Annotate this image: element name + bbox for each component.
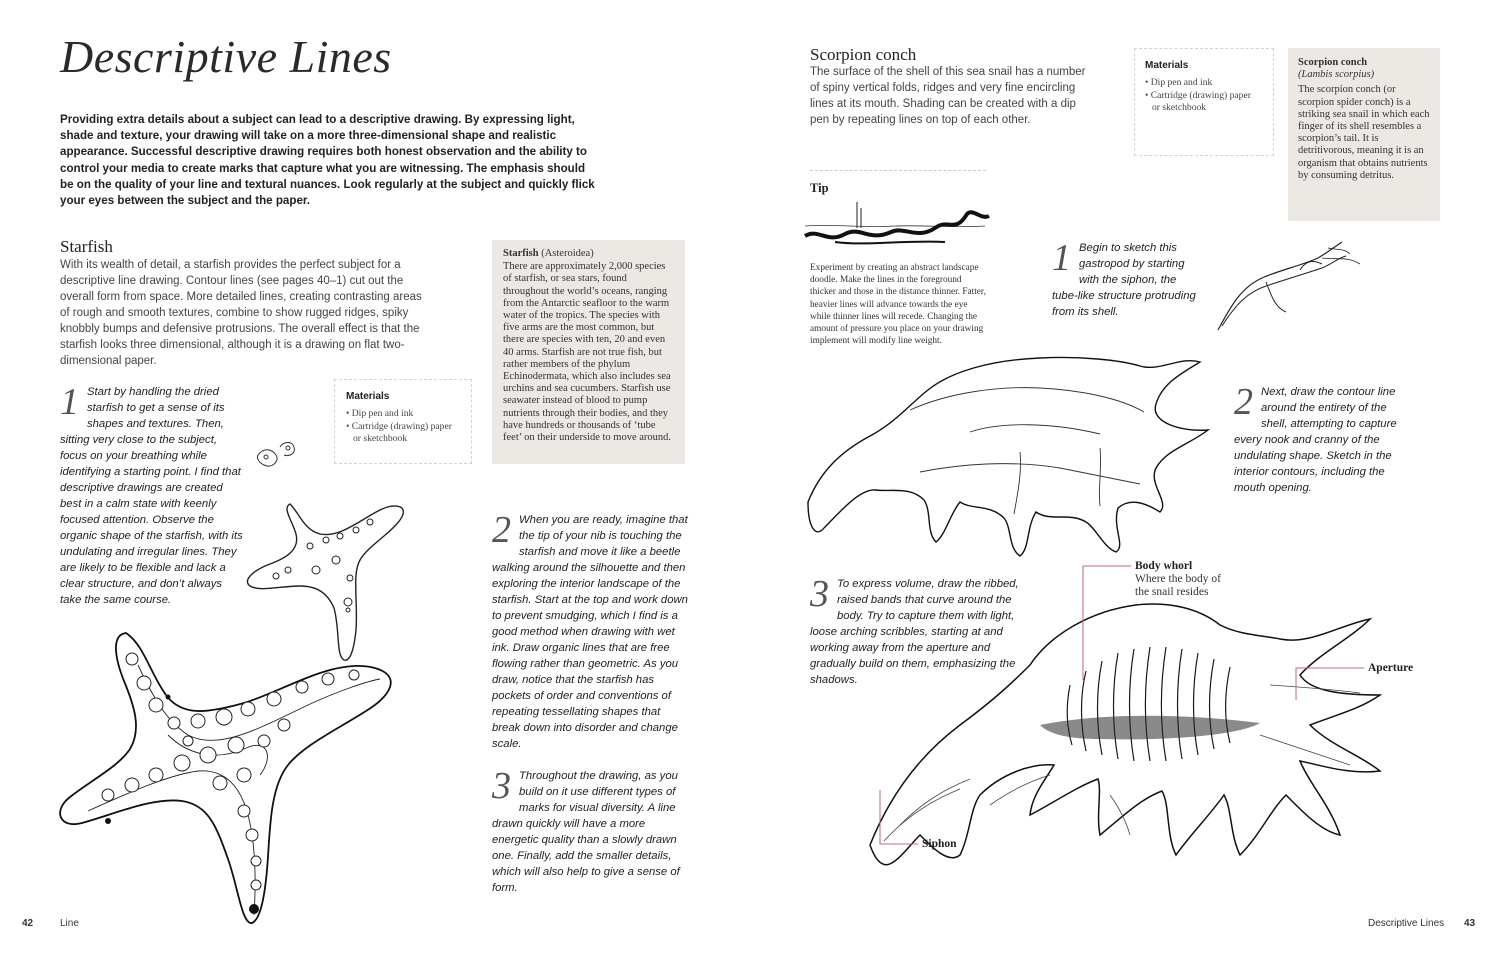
starfish-sidebar-latin: (Asteroidea) xyxy=(541,248,594,259)
materials-heading: Materials xyxy=(346,391,390,402)
tip-text: Experiment by creating an abstract landscape doodle. Make the lines in the foreground thicker and those in the distance thinner. Fatter, heavier lines will advance towards the eye while thinner lines will recede. Changing the amount of pressure you place on your drawing implement will modify line weight. xyxy=(810,263,986,347)
conch-sidebar-latin: (Lambis scorpius) xyxy=(1298,69,1375,81)
starfish-body: With its wealth of detail, a starfish provides the perfect subject for a descriptive line drawing. Contour lines (see pages 40–1) cut out the overall form from space. More detailed lines, creating contrasting areas of rough and smooth textures, combine to show rugged ridges, spiky knobbly bumps and defensive protrusions. The overall effect is that the starfish looks three dimensional, although it is a drawing on flat two-dimensional paper. xyxy=(60,259,422,367)
materials-item: • Cartridge (drawing) paper xyxy=(1145,89,1251,101)
running-footer-left: Line xyxy=(60,918,79,929)
materials-item: or sketchbook xyxy=(1152,102,1207,113)
label-aperture: Aperture xyxy=(1368,662,1414,674)
intro-paragraph: Providing extra details about a subject can lead to a descriptive drawing. By expressing light, shade and texture, your drawing will take on a more three-dimensional shape and realistic appearance. Successful descriptive drawing requires both honest observation and the ability to control your media to create marks that capture what you are witnessing. The emphasis should be on the quality of your line and textural nuances. Look regularly at the subject and quickly flick your eyes between the subject and the paper. xyxy=(60,113,595,208)
step-text: To express volume, draw the ribbed, raised bands that curve around the body. Try to capture them with light, loose arching scribbles, starting at and working away from the aperture and gradually build on them, emphasizing the shadows. xyxy=(810,578,1019,686)
running-footer-right: Descriptive Lines xyxy=(1368,918,1445,929)
starfish-sidebar-body: There are approximately 2,000 species of starfish, or sea stars, found throughout the world’s oceans, ranging from the Antarctic seafloor to the warm water of the tropics. The species with five arms are the most common, but there are species with ten, 20 and even 40 arms. Starfish are not true fish, but rather members of the phylum Echinodermata, which also includes sea urchins and sea cucumbers. Starfish use seawater instead of blood to pump nutrients through their bodies, and they have hundreds or thousands of ‘tube feet’ on their underside to move around. xyxy=(503,261,672,444)
step-text: Start by handling the dried starfish to get a sense of its shapes and textures. Then, sitting very close to the subject, focus on your breathing while identifying a starting point. I find that descriptive drawings are created best in a calm state with keenly focused attention. Observe the organic shape of the starfish, with its undulating and irregular lines. They are likely to be flexible and lack a clear structure, and don’t always take the same course. xyxy=(60,386,243,606)
step-number: 2 xyxy=(1234,381,1253,423)
label-siphon: Siphon xyxy=(922,838,957,850)
step-number: 3 xyxy=(810,573,829,615)
conch-heading: Scorpion conch xyxy=(810,45,917,64)
step-number: 3 xyxy=(492,765,511,807)
step-number: 1 xyxy=(1052,237,1071,279)
step-text: Begin to sketch this gastropod by starting with the siphon, the tube-like structure protruding from its shell. xyxy=(1052,242,1196,318)
label-body-whorl-desc: Where the body of the snail resides xyxy=(1135,573,1221,598)
tip-heading: Tip xyxy=(810,181,829,195)
page-number-left: 42 xyxy=(22,918,34,929)
step-number: 1 xyxy=(60,381,79,423)
step-text: Throughout the drawing, as you build on it use different types of marks for visual diversity. A line drawn quickly will have a more energetic quality than a slowly drawn one. Finally, add the smaller details, which will also help to give a sense of form. xyxy=(492,770,680,894)
materials-item: or sketchbook xyxy=(353,433,408,444)
materials-item: • Dip pen and ink xyxy=(346,408,414,419)
page-title: Descriptive Lines xyxy=(60,31,392,82)
starfish-heading: Starfish xyxy=(60,237,113,256)
materials-item: • Dip pen and ink xyxy=(1145,77,1213,88)
step-text: When you are ready, imagine that the tip of your nib is touching the starfish and move it like a beetle walking around the silhouette and then exploring the interior landscape of the starfish. Start at the top and work down to prevent smudging, which I find is a good method when drawing with wet ink. Draw organic lines that are free flowing rather than geometric. As you draw, notice that the starfish has pockets of order and conventions of repeating tessellating shapes that break down into disorder and change scale. xyxy=(492,514,688,750)
label-body-whorl: Body whorl xyxy=(1135,560,1193,572)
materials-heading: Materials xyxy=(1145,60,1189,71)
page-number-right: 43 xyxy=(1464,918,1476,929)
starfish-sidebar-title: Starfish xyxy=(503,248,539,259)
materials-item: • Cartridge (drawing) paper xyxy=(346,420,452,432)
conch-body: The surface of the shell of this sea snail has a number of spiny vertical folds, ridges and very fine encircling lines at its mouth. Shading can be created with a dip pen by repeating lines on top of each other. xyxy=(810,66,1086,126)
step-number: 2 xyxy=(492,509,511,551)
conch-sidebar-title: Scorpion conch xyxy=(1298,57,1368,68)
conch-sidebar-body: The scorpion conch (or scorpion spider conch) is a striking sea snail in which each finger of its shell resembles a scorpion’s tail. It is detritivorous, meaning it is an organism that obtains nutrients by consuming detritus. xyxy=(1298,84,1430,181)
step-text: Next, draw the contour line around the entirety of the shell, attempting to capture every nook and cranny of the undulating shape. Sketch in the interior contours, including the mouth opening. xyxy=(1234,386,1397,494)
